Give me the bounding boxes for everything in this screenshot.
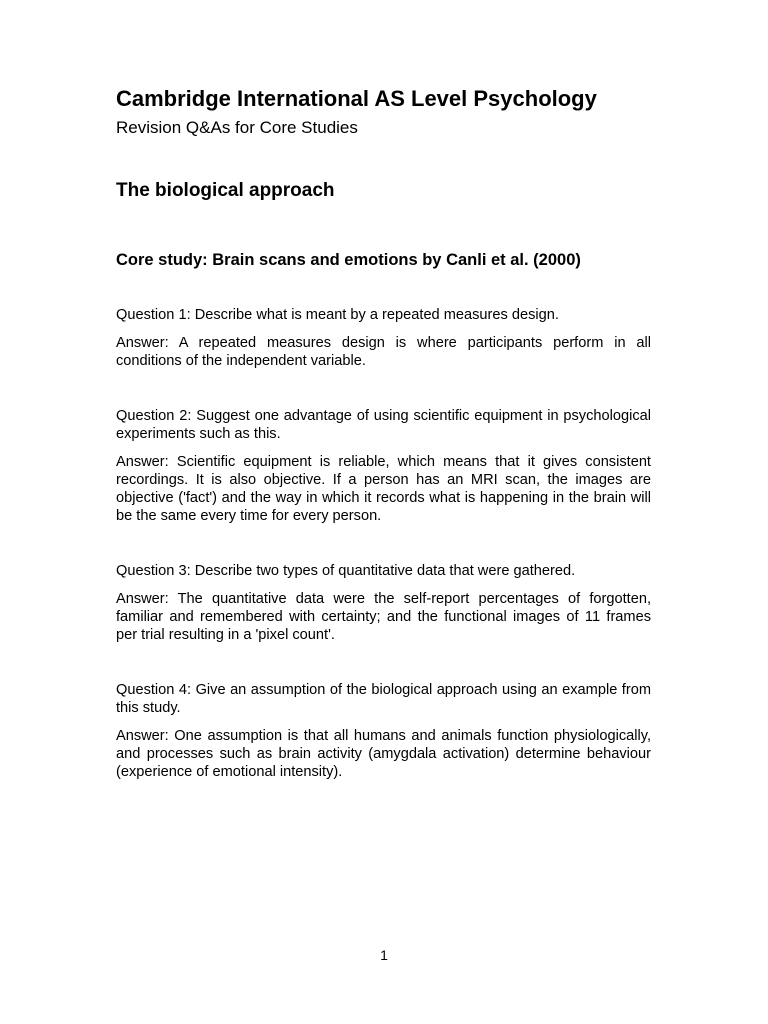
answer-3: Answer: The quantitative data were the self-report percentages of forgotten, familiar and remembered with certainty; and the functional images of 11 frames per trial resulting in a 'pixel count'. <box>116 591 651 643</box>
qa-item-4 <box>116 681 651 781</box>
page-number: 1 <box>380 947 388 963</box>
answer-4: Answer: One assumption is that all humans and animals function physiologically, and processes such as brain activity (amygdala activation) determine behaviour (experience of emotional intensity). <box>116 728 651 780</box>
document-subtitle: Revision Q&As for Core Studies <box>116 118 358 137</box>
qa-item-3 <box>116 562 651 644</box>
qa-item-1 <box>116 306 651 370</box>
section-heading: The biological approach <box>116 180 335 201</box>
qa-item-2 <box>116 407 651 525</box>
question-1: Question 1: Describe what is meant by a repeated measures design. <box>116 307 559 323</box>
question-3: Question 3: Describe two types of quantitative data that were gathered. <box>116 563 576 579</box>
qa-list <box>116 306 651 781</box>
question-4: Question 4: Give an assumption of the biological approach using an example from this study. <box>116 682 651 716</box>
answer-2: Answer: Scientific equipment is reliable, which means that it gives consistent recordings. It is also objective. If a person has an MRI scan, the images are objective ('fact') and the way in which it records what is happening in the brain will be the same every time for every person. <box>116 454 651 524</box>
answer-1: Answer: A repeated measures design is where participants perform in all conditions of the independent variable. <box>116 335 651 369</box>
core-study-heading: Core study: Brain scans and emotions by Canli et al. (2000) <box>116 251 581 269</box>
document-page <box>116 84 651 818</box>
document-title: Cambridge International AS Level Psychology <box>116 86 597 111</box>
question-2: Question 2: Suggest one advantage of using scientific equipment in psychological experiments such as this. <box>116 408 651 442</box>
